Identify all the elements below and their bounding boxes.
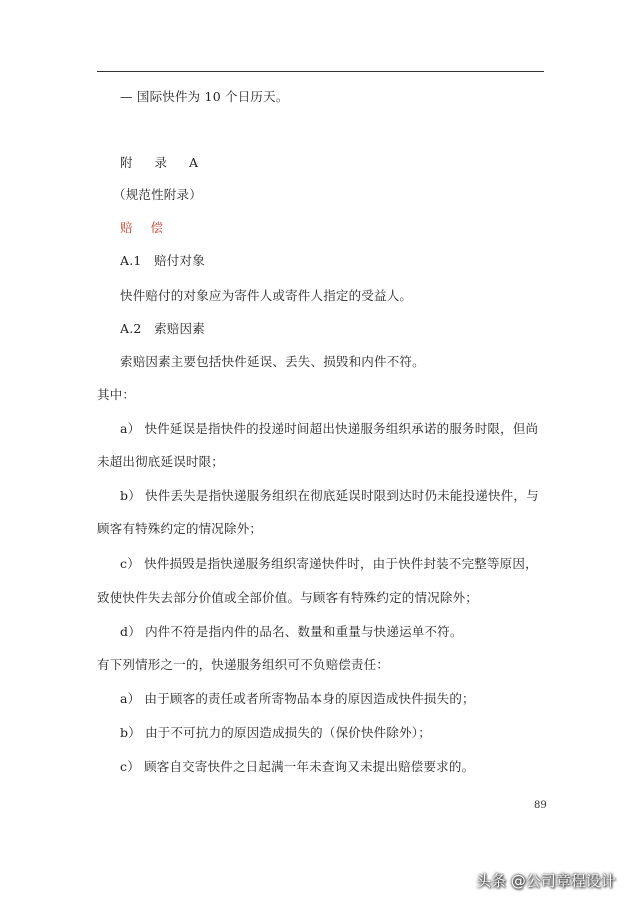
exemption-item: b） 由于不可抗力的原因造成损失的（保价快件除外）； bbox=[120, 725, 431, 740]
section-number: A.2 bbox=[120, 321, 142, 336]
list-item-line: c） 快件损毁是指快递服务组织寄递快件时，由于快件封装不完整等原因， bbox=[120, 556, 538, 571]
list-item-line: a） 快件延误是指快件的投递时间超出快递服务组织承诺的服务时限，但尚 bbox=[120, 421, 539, 436]
intro-line: — 国际快件为 10 个日历天。 bbox=[120, 89, 289, 104]
list-item-line: d） 内件不符是指内件的品名、数量和重量与快递运单不符。 bbox=[120, 624, 463, 639]
appendix-title: 附录A bbox=[120, 155, 221, 170]
section-body: 索赔因素主要包括快件延误、丢失、损毁和内件不符。 bbox=[120, 354, 425, 369]
list-item-line: 致使快件失去部分价值或全部价值。与顾客有特殊约定的情况除外； bbox=[97, 590, 479, 605]
list-item-line: b） 快件丢失是指快递服务组织在彻底延误时限到达时仍未能投递快件，与 bbox=[120, 488, 539, 503]
header-rule bbox=[97, 71, 544, 72]
section-title: 索赔因素 bbox=[154, 321, 205, 336]
section-heading bbox=[120, 253, 205, 269]
page-number: 89 bbox=[534, 800, 547, 811]
appendix-heading: 赔偿 bbox=[120, 220, 182, 235]
exemption-item: c） 顾客自交寄快件之日起满一年未查询又未提出赔偿要求的。 bbox=[120, 759, 475, 774]
list-item-line: 顾客有特殊约定的情况除外； bbox=[97, 521, 263, 536]
section-heading bbox=[120, 321, 205, 337]
section-title: 赔付对象 bbox=[154, 253, 205, 268]
section-body: 快件赔付的对象应为寄件人或寄件人指定的受益人。 bbox=[120, 288, 413, 303]
appendix-subtitle: （规范性附录） bbox=[113, 187, 202, 202]
watermark: 头条 @公司章程设计 bbox=[476, 872, 616, 890]
among-label: 其中： bbox=[97, 387, 136, 402]
exemption-item: a） 由于顾客的责任或者所寄物品本身的原因造成快件损失的； bbox=[120, 691, 475, 706]
exemption-intro: 有下列情形之一的，快递服务组织可不负赔偿责任： bbox=[97, 657, 390, 672]
list-item-line: 未超出彻底延误时限； bbox=[97, 454, 225, 469]
section-number: A.1 bbox=[120, 253, 142, 268]
